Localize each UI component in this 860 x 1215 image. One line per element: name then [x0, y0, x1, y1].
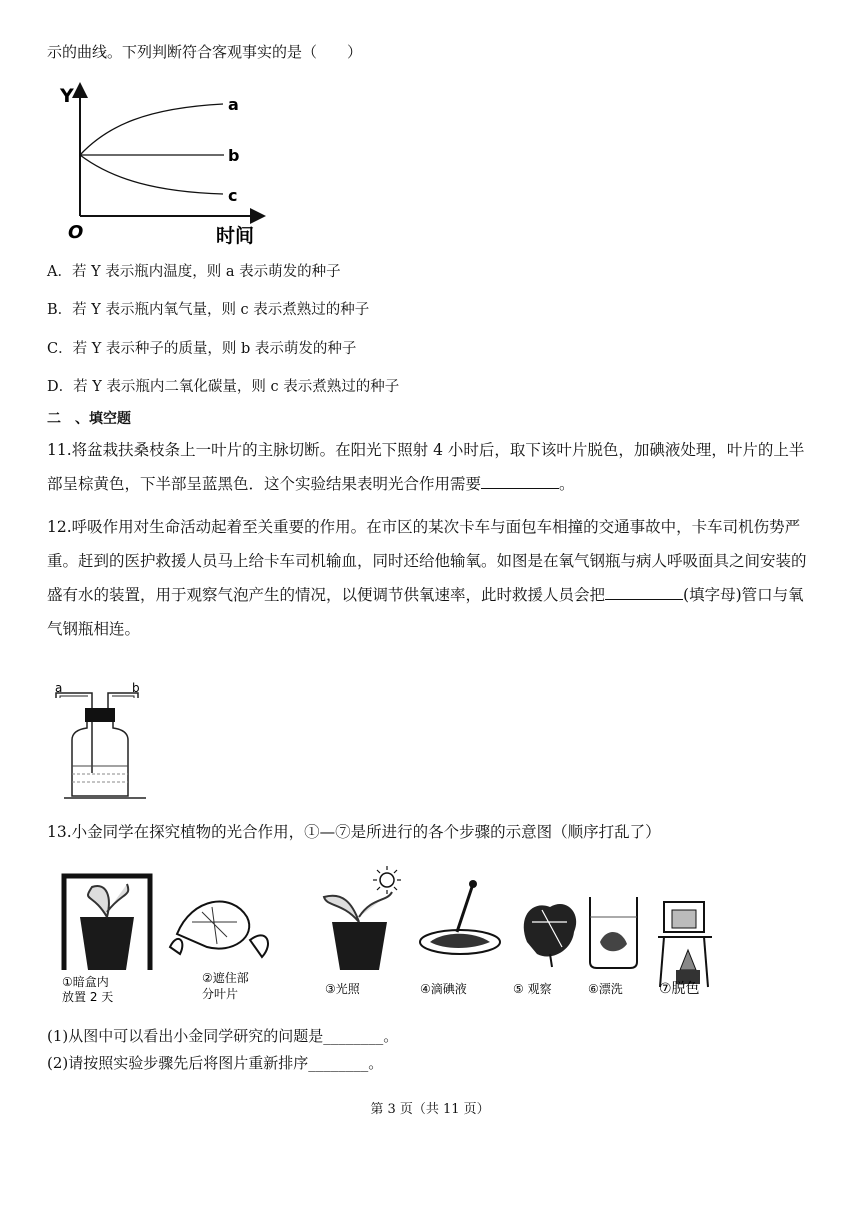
step-6-label: ⑥漂洗: [588, 982, 623, 996]
q11-text: 11.将盆栽扶桑枝条上一叶片的主脉切断。在阳光下照射 4 小时后，取下该叶片脱色，加碘液处理，叶片的上半部呈棕黄色，下半部呈蓝黑色．这个实验结果表明光合作用需要: [47, 441, 805, 493]
step-6-rinse-beaker-illustration: [590, 897, 637, 968]
step-1-label: ①暗盒内: [62, 975, 109, 989]
option-c: C．若 Y 表示种子的质量，则 b 表示萌发的种子: [47, 341, 357, 357]
question-13: 13.小金同学在探究植物的光合作用，①—⑦是所进行的各个步骤的示意图（顺序打乱了）: [47, 823, 661, 841]
q11-answer-blank: [481, 474, 559, 489]
step-2-cover-leaf-illustration: [170, 902, 268, 957]
q13-sub-question-1: (1)从图中可以看出小金同学研究的问题是________。: [47, 1027, 399, 1045]
curve-label-a: a: [228, 95, 239, 114]
step-2-label-line2: 分叶片: [202, 987, 239, 1001]
bottle: [72, 722, 128, 796]
option-a: A．若 Y 表示瓶内温度，则 a 表示萌发的种子: [47, 264, 341, 280]
x-axis-label: 时间: [216, 225, 255, 247]
tube-label-b: b: [132, 681, 140, 695]
step-2-label: ②遮住部: [202, 971, 249, 985]
y-axis-label: Y: [60, 85, 74, 107]
step-7-decolor-illustration: [658, 902, 712, 987]
step-3-light-illustration: [324, 866, 401, 970]
rubber-stopper: [85, 708, 115, 722]
curve-c: [80, 155, 223, 194]
water-bottle-apparatus-diagram: [50, 678, 160, 803]
step-1-label-line2: 放置 2 天: [62, 990, 114, 1004]
step-1-dark-box-illustration: [64, 876, 150, 970]
origin-label: O: [68, 222, 84, 243]
q11-tail: 。: [559, 475, 575, 493]
question-12: [47, 510, 814, 646]
curve-a: [80, 104, 223, 155]
photosynthesis-steps-diagram: [52, 862, 732, 1012]
page-footer: 第 3 页（共 11 页）: [370, 1102, 490, 1117]
q12-text: 12.呼吸作用对生命活动起着至关重要的作用。在市区的某次卡车与面包车相撞的交通事故中，卡车司机伤势严重。赶到的医护救援人员马上给卡车司机输血，同时还给他输氧。如图是在氧气钢瓶与病人呼吸面具之间安装的盛有水的装置，用于观察气泡产生的情况，以便调节供氧速率，此时救援人员会把: [47, 518, 807, 604]
step-4-label: ④滴碘液: [420, 982, 467, 996]
question-intro: 示的曲线。下列判断符合客观事实的是（ ）: [47, 43, 363, 61]
step-4-iodine-illustration: [420, 880, 500, 954]
step-5-observe-leaf-illustration: [524, 904, 576, 967]
step-7-label: ⑦脱色: [659, 981, 700, 997]
q12-tail: (填字母)管口与氧气钢瓶相连。: [47, 586, 804, 638]
q13-sub-question-2: (2)请按照实验步骤先后将图片重新排序________。: [47, 1054, 384, 1072]
tube-label-a: a: [55, 681, 63, 695]
y-time-graph: [58, 80, 278, 248]
section-title: 二 、填空题: [47, 411, 131, 427]
q12-answer-blank: [605, 585, 683, 600]
curve-label-c: c: [228, 186, 238, 205]
question-11: [47, 433, 814, 501]
step-5-label: ⑤ 观察: [513, 982, 552, 996]
option-d: D．若 Y 表示瓶内二氧化碳量，则 c 表示煮熟过的种子: [47, 379, 400, 395]
option-b: B．若 Y 表示瓶内氧气量，则 c 表示煮熟过的种子: [47, 302, 370, 318]
step-3-label: ③光照: [325, 982, 360, 996]
curve-label-b: b: [228, 146, 240, 165]
